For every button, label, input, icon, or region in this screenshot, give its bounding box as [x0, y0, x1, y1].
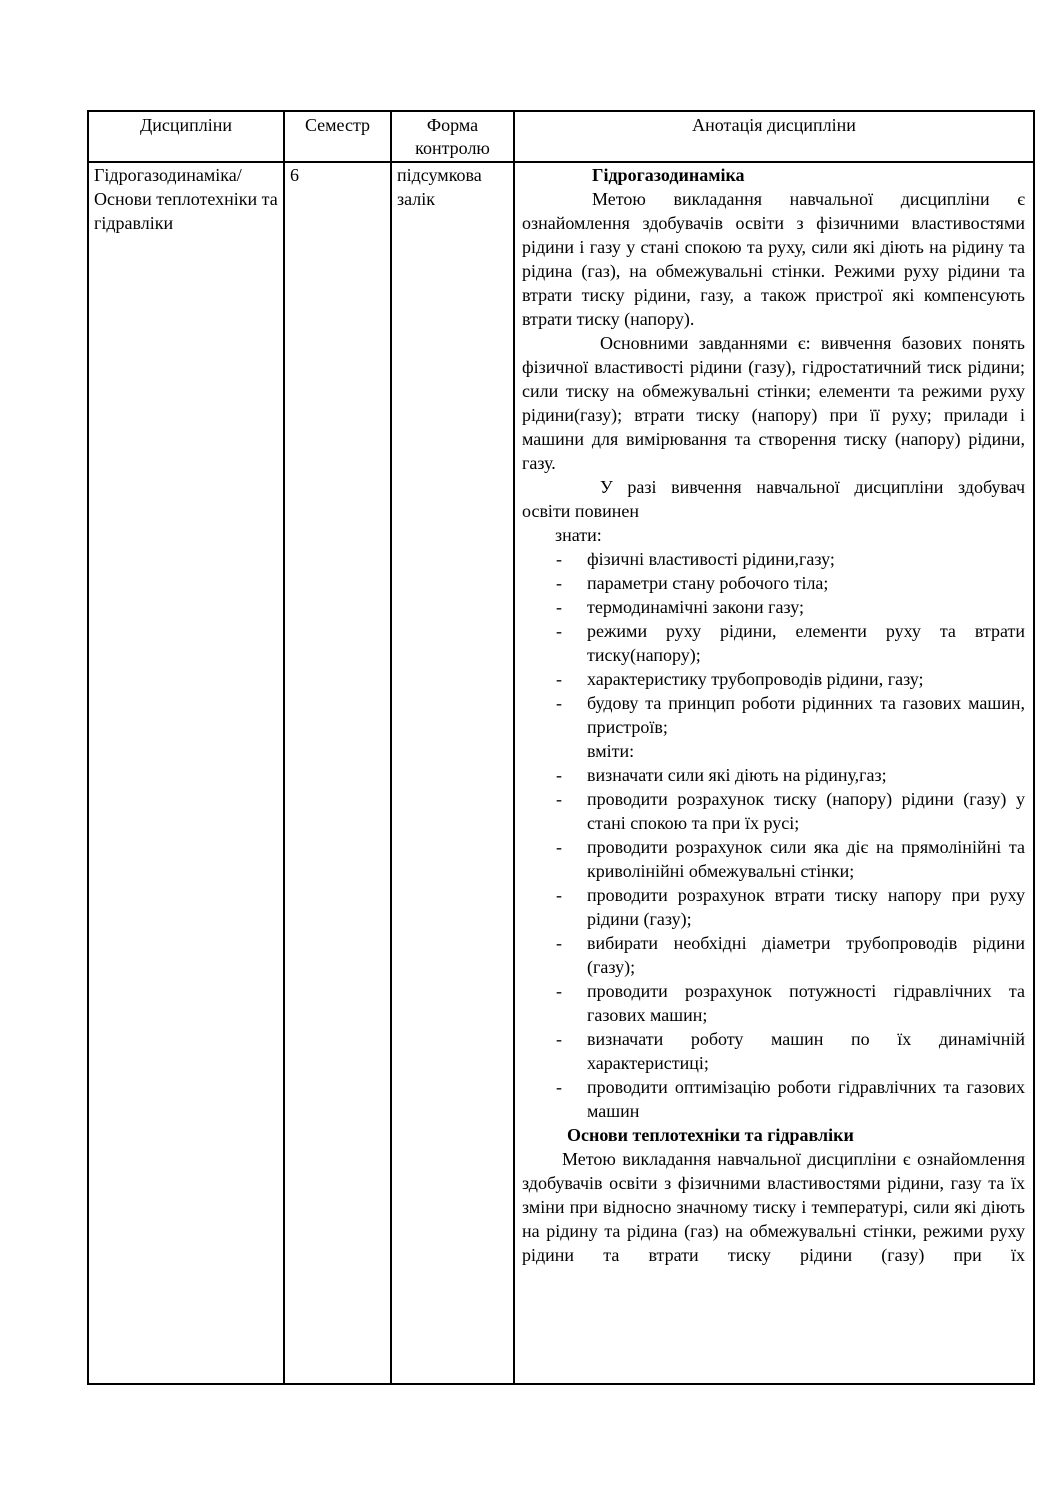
list-item: - проводити розрахунок тиску (напору) рідини (газу) у стані спокою та при їх русі;: [556, 789, 1025, 833]
list-item: - проводити розрахунок потужності гідравлічних та газових машин;: [556, 981, 1025, 1025]
dash-bullet: -: [556, 1077, 562, 1097]
can-label: вміти:: [587, 741, 635, 761]
section-title-heat-engineering: Основи теплотехніки та гідравліки: [567, 1125, 854, 1145]
dash-bullet: -: [556, 669, 562, 689]
list-item: - параметри стану робочого тіла;: [556, 573, 829, 593]
dash-bullet: -: [556, 789, 562, 809]
list-item: - термодинамічні закони газу;: [556, 597, 805, 617]
cell-semester: 6: [284, 162, 391, 1384]
list-item: - проводити розрахунок втрати тиску напору при руху рідини (газу);: [556, 885, 1025, 929]
header-control-form: Форма контролю: [391, 111, 514, 162]
dash-bullet: -: [556, 1029, 562, 1049]
section2-goal: Метою викладання навчальної дисципліни є ознайомлення здобувачів освіти з фізичними властивостями рідини, газу та їх зміни при відносно значному тиску і температурі, сили які діють на рідину та рідина (газ) на обмежувальні стінки, режими руху рідини та втрати тиску рідини (газу) при їх: [522, 1149, 1025, 1265]
know-list: [522, 547, 1025, 739]
know-label: знати:: [555, 525, 602, 545]
can-list: [522, 763, 1025, 1123]
dash-bullet: -: [556, 981, 562, 1001]
header-disciplines: Дисципліни: [88, 111, 284, 162]
table-header-row: [88, 111, 1034, 162]
section-title-hydrogasdynamics: Гідрогазодинаміка: [592, 165, 745, 185]
list-item: - проводити розрахунок сили яка діє на прямолінійні та криволінійні обмежувальні стінки;: [556, 837, 1025, 881]
dash-bullet: -: [556, 837, 562, 857]
annotation-text: [520, 163, 1028, 1267]
list-item: - фізичні властивості рідини,газу;: [556, 549, 835, 569]
section1-outcome: У разі вивчення навчальної дисципліни здобувач освіти повинен: [522, 477, 1025, 521]
disciplines-table: [87, 110, 1035, 1385]
section1-goal: Метою викладання навчальної дисципліни є ознайомлення здобувачів освіти з фізичними властивостями рідини і газу у стані спокою та руху, сили які діють на рідину та рідина (газ), на обмежувальні стінки. Режими руху рідини та втрати тиску рідини, газу, а також пристрої які компенсують втрати тиску (напору).: [522, 189, 1025, 329]
dash-bullet: -: [556, 597, 562, 617]
dash-bullet: -: [556, 885, 562, 905]
list-item: - будову та принцип роботи рідинних та газових машин, пристроїв;: [556, 693, 1025, 737]
list-item: - вибирати необхідні діаметри трубопроводів рідини (газу);: [556, 933, 1025, 977]
cell-discipline: Гідрогазодинаміка/ Основи теплотехніки та гідравліки: [88, 162, 284, 1384]
section1-tasks: Основними завданнями є: вивчення базових понять фізичної властивості рідини (газу), гідростатичний тиск рідини; сили тиску на обмежувальні стінки; елементи та режими руху рідини(газу); втрати тиску (напору) при її руху; прилади і машини для вимірювання та створення тиску (напору) рідини, газу.: [522, 333, 1025, 473]
dash-bullet: -: [556, 573, 562, 593]
header-semester: Семестр: [284, 111, 391, 162]
dash-bullet: -: [556, 549, 562, 569]
dash-bullet: -: [556, 765, 562, 785]
dash-bullet: -: [556, 933, 562, 953]
cell-control-form: підсумкова залік: [391, 162, 514, 1384]
list-item: - проводити оптимізацію роботи гідравлічних та газових машин: [556, 1077, 1025, 1121]
list-item: - режими руху рідини, елементи руху та втрати тиску(напору);: [556, 621, 1025, 665]
cell-annotation: [514, 162, 1034, 1384]
table-row: [88, 162, 1034, 1384]
header-annotation: Анотація дисципліни: [514, 111, 1034, 162]
list-item: - характеристику трубопроводів рідини, газу;: [556, 669, 924, 689]
dash-bullet: -: [556, 693, 562, 713]
list-item: - визначати сили які діють на рідину,газ;: [556, 765, 887, 785]
dash-bullet: -: [556, 621, 562, 641]
list-item: - визначати роботу машин по їх динамічній характеристиці;: [556, 1029, 1025, 1073]
